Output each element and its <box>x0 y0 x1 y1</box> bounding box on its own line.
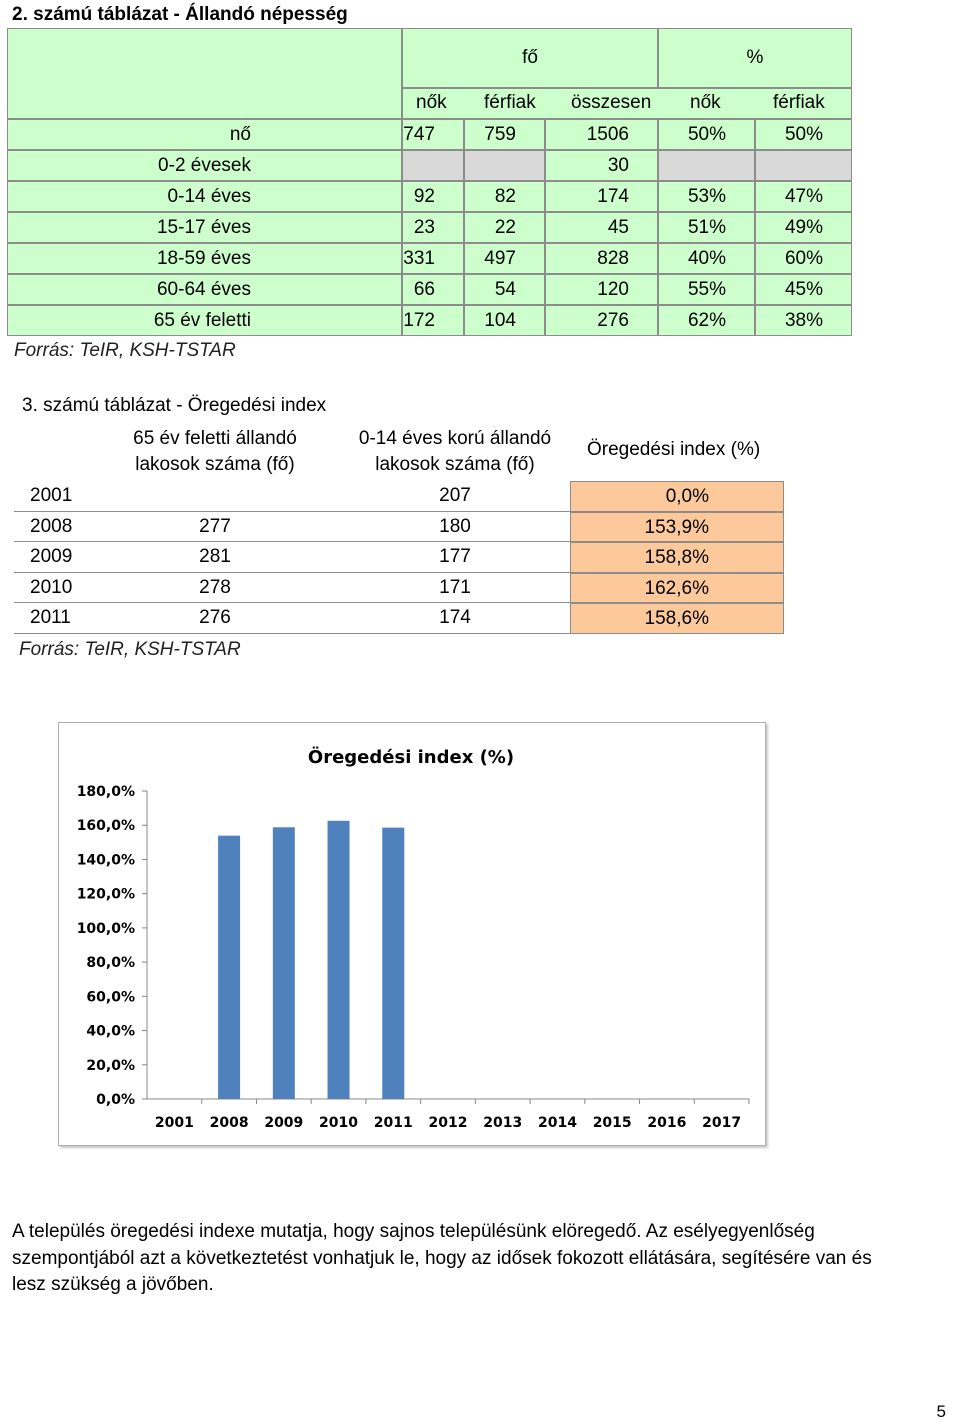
x-tick-label: 2008 <box>209 1115 249 1131</box>
x-tick-label: 2011 <box>373 1115 413 1131</box>
table3-index: 0,0% <box>570 481 784 512</box>
y-tick-label: 80,0% <box>86 955 135 972</box>
chart-labels <box>77 784 741 1131</box>
table2-col-ferfiak-pct: férfiak <box>773 92 825 113</box>
table3-source: Forrás: TeIR, KSH-TSTAR <box>19 639 241 660</box>
table3-over65: 281 <box>110 542 340 573</box>
table3-under14: 180 <box>340 512 570 543</box>
table2-row-label: 18-59 éves <box>7 243 402 274</box>
table3-index: 162,6% <box>570 573 784 604</box>
table2-col-nok-pct: nők <box>690 92 721 113</box>
table2-cell: 828 <box>545 243 658 274</box>
x-tick-label: 2009 <box>264 1115 304 1131</box>
x-tick-label: 2016 <box>647 1115 687 1131</box>
table3-header-over65-line2: lakosok száma (fő) <box>135 454 295 475</box>
table2-cell: 49% <box>755 212 852 243</box>
table2-cell: 50% <box>755 119 852 150</box>
table2-group-pct: % <box>746 47 764 68</box>
table2-cell: 40% <box>658 243 755 274</box>
table3-year: 2008 <box>14 512 110 543</box>
table2-cell: 45 <box>545 212 658 243</box>
table2-row-label: 65 év feletti <box>7 305 402 336</box>
table3-index: 153,9% <box>570 512 784 543</box>
x-tick-label: 2017 <box>702 1115 742 1131</box>
table2-row-label: 60-64 éves <box>7 274 402 305</box>
table3-header-over65-line1: 65 év feletti állandó <box>133 428 297 449</box>
table2-cell: 55% <box>658 274 755 305</box>
table3-under14: 177 <box>340 542 570 573</box>
table2-cell: 92 <box>402 181 464 212</box>
table2-header-stub <box>7 28 402 119</box>
table2-cell <box>402 150 464 181</box>
bar-2008 <box>218 836 240 1099</box>
table2-cell: 47% <box>755 181 852 212</box>
table2-row-label: 0-2 évesek <box>7 150 402 181</box>
table3-header-under14 <box>340 426 570 478</box>
table2-cell <box>658 150 755 181</box>
x-tick-label: 2014 <box>537 1115 577 1131</box>
table3-under14: 207 <box>340 481 570 512</box>
table2-header-fo <box>402 28 658 88</box>
table2-cell: 82 <box>464 181 545 212</box>
table2-cell: 331 <box>402 243 464 274</box>
table2-col-ferfiak: férfiak <box>484 92 536 113</box>
table3-over65: 277 <box>110 512 340 543</box>
table3-header-under14-line2: lakosok száma (fő) <box>375 454 535 475</box>
table2-cell: 50% <box>658 119 755 150</box>
conclusion-paragraph: A település öregedési indexe mutatja, hogy sajnos településünk elöregedő. Az esélyegyenlőség szempontjából azt a következtetést vonhatjuk le, hogy az idősek fokozott ellátására, segítésére van és lesz szükség a jövőben. <box>12 1221 872 1295</box>
table2-row-label: 0-14 éves <box>7 181 402 212</box>
bar-2010 <box>328 821 350 1099</box>
table2-cell: 174 <box>545 181 658 212</box>
table2-cell: 51% <box>658 212 755 243</box>
table2-cell: 22 <box>464 212 545 243</box>
table2-cell: 172 <box>402 305 464 336</box>
y-tick-label: 60,0% <box>86 989 135 1006</box>
y-tick-label: 20,0% <box>86 1057 135 1074</box>
table3-header-index: Öregedési index (%) <box>587 439 761 460</box>
table3-year: 2010 <box>14 573 110 604</box>
table2-cell: 54 <box>464 274 545 305</box>
table2-cell: 66 <box>402 274 464 305</box>
table3-over65: 276 <box>110 603 340 634</box>
table2-cell: 45% <box>755 274 852 305</box>
y-tick-label: 140,0% <box>76 852 135 869</box>
y-tick-label: 120,0% <box>76 886 135 903</box>
bar-2011 <box>382 828 404 1099</box>
table2-header-pct <box>658 28 852 88</box>
table2-cell: 62% <box>658 305 755 336</box>
table3-header-under14-line1: 0-14 éves korú állandó <box>358 428 552 449</box>
table3-year: 2011 <box>14 603 110 634</box>
table2-cell: 104 <box>464 305 545 336</box>
table2-cell: 23 <box>402 212 464 243</box>
table2-cell: 759 <box>464 119 545 150</box>
table2-cell: 60% <box>755 243 852 274</box>
page-number: 5 <box>936 1402 946 1421</box>
table3-under14: 171 <box>340 573 570 604</box>
table2-cell: 120 <box>545 274 658 305</box>
table3-over65: 278 <box>110 573 340 604</box>
table2-cell: 497 <box>464 243 545 274</box>
x-tick-label: 2015 <box>592 1115 632 1131</box>
table3-year: 2001 <box>14 481 110 512</box>
x-tick-label: 2012 <box>428 1115 468 1131</box>
chart-frame <box>58 722 766 1146</box>
table3-year: 2009 <box>14 542 110 573</box>
y-tick-label: 100,0% <box>76 920 135 937</box>
y-tick-label: 160,0% <box>76 818 135 835</box>
y-tick-label: 40,0% <box>86 1023 135 1040</box>
table2-col-osszesen: összesen <box>571 92 652 113</box>
table2-group-fo: fő <box>522 47 538 68</box>
table2-cell: 30 <box>545 150 658 181</box>
table2-cell: 1506 <box>545 119 658 150</box>
bar-2009 <box>273 827 295 1099</box>
table2-row-label: 15-17 éves <box>7 212 402 243</box>
table2-cell <box>755 150 852 181</box>
table2-cell: 276 <box>545 305 658 336</box>
table2-cell: 53% <box>658 181 755 212</box>
table3-over65 <box>110 481 340 512</box>
table2-row-label: nő <box>7 119 402 150</box>
table3-index: 158,6% <box>570 603 784 634</box>
table2-source: Forrás: TeIR, KSH-TSTAR <box>14 340 236 361</box>
table3-header-over65 <box>110 426 320 478</box>
x-tick-label: 2010 <box>319 1115 359 1131</box>
aging-index-chart <box>59 723 765 1145</box>
table2-title: 2. számú táblázat - Állandó népesség <box>12 4 348 25</box>
table3-index: 158,8% <box>570 542 784 573</box>
chart-title: Öregedési index (%) <box>307 747 515 768</box>
table2-cell <box>464 150 545 181</box>
x-tick-label: 2001 <box>154 1115 194 1131</box>
table3-under14: 174 <box>340 603 570 634</box>
table2-col-nok: nők <box>416 92 447 113</box>
chart-bars <box>218 821 404 1099</box>
x-tick-label: 2013 <box>483 1115 523 1131</box>
table2-cell: 747 <box>402 119 464 150</box>
y-tick-label: 0,0% <box>96 1092 135 1108</box>
table3-title: 3. számú táblázat - Öregedési index <box>22 395 327 416</box>
y-tick-label: 180,0% <box>76 784 135 800</box>
table2-cell: 38% <box>755 305 852 336</box>
